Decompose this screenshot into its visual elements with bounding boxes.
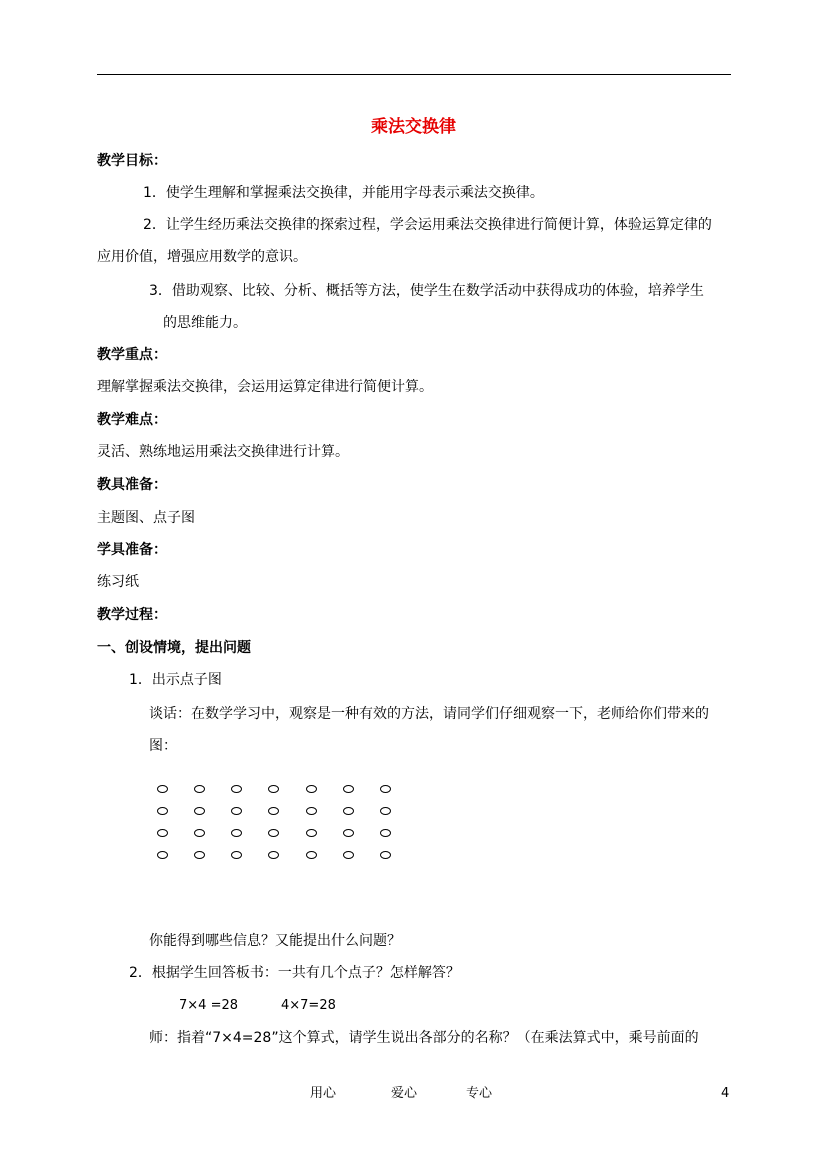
dot xyxy=(231,807,242,815)
step1-text: 1．出示点子图 xyxy=(129,672,222,688)
dot xyxy=(306,785,317,793)
dot xyxy=(380,807,391,815)
dot xyxy=(231,829,242,837)
goal-item-3: 3．借助观察、比较、分析、概括等方法，使学生在数学活动中获得成功的体验，培养学生 xyxy=(149,283,704,299)
dot-grid xyxy=(150,778,410,868)
talk-line-1: 谈话：在数学学习中，观察是一种有效的方法，请同学们仔细观察一下，老师给你们带来的 xyxy=(149,706,709,722)
student-tools-text: 练习纸 xyxy=(97,574,139,590)
dot xyxy=(343,851,354,859)
teacher-line: 师：指着“7×4=28”这个算式，请学生说出各部分的名称？（在乘法算式中，乘号前面的 xyxy=(149,1030,699,1046)
dot xyxy=(268,807,279,815)
dot xyxy=(157,829,168,837)
dot xyxy=(157,851,168,859)
step2-text: 2．根据学生回答板书：一共有几个点子？怎样解答？ xyxy=(129,965,460,981)
dot xyxy=(157,807,168,815)
dot xyxy=(343,785,354,793)
dot xyxy=(231,785,242,793)
dot xyxy=(194,829,205,837)
question-text: 你能得到哪些信息？又能提出什么问题？ xyxy=(149,933,401,949)
dot xyxy=(157,785,168,793)
dot-row xyxy=(150,778,410,800)
dot-row xyxy=(150,844,410,866)
header-rule xyxy=(97,74,731,75)
difficult-text: 灵活、熟练地运用乘法交换律进行计算。 xyxy=(97,444,349,460)
dot xyxy=(306,829,317,837)
key-text: 理解掌握乘法交换律，会运用运算定律进行简便计算。 xyxy=(97,379,433,395)
goal-item-1: 1．使学生理解和掌握乘法交换律，并能用字母表示乘法交换律。 xyxy=(143,185,544,201)
footer-right: 专心 xyxy=(466,1086,493,1101)
section1-heading: 一、创设情境，提出问题 xyxy=(97,640,251,656)
dot xyxy=(306,807,317,815)
dot xyxy=(380,851,391,859)
dot xyxy=(268,785,279,793)
dot-row xyxy=(150,800,410,822)
dot xyxy=(268,829,279,837)
dot xyxy=(380,829,391,837)
footer-middle: 爱心 xyxy=(391,1086,418,1101)
student-tools-heading: 学具准备： xyxy=(97,542,167,558)
goal-item-2-cont: 应用价值，增强应用数学的意识。 xyxy=(97,249,307,265)
dot xyxy=(194,785,205,793)
dot xyxy=(194,807,205,815)
dot xyxy=(194,851,205,859)
process-heading: 教学过程： xyxy=(97,607,167,623)
dot xyxy=(268,851,279,859)
goal-item-2: 2．让学生经历乘法交换律的探索过程，学会运用乘法交换律进行简便计算，体验运算定律的 xyxy=(143,217,712,233)
dot-row xyxy=(150,822,410,844)
equation-1: 7×4 =28 xyxy=(179,998,239,1013)
difficult-heading: 教学难点： xyxy=(97,412,167,428)
dot xyxy=(343,829,354,837)
talk-line-2: 图： xyxy=(149,738,177,754)
key-heading: 教学重点： xyxy=(97,347,167,363)
footer-left: 用心 xyxy=(310,1086,337,1101)
page-title: 乘法交换律 xyxy=(371,117,456,137)
teacher-tools-heading: 教具准备： xyxy=(97,477,167,493)
teacher-tools-text: 主题图、点子图 xyxy=(97,510,195,526)
equation-2: 4×7=28 xyxy=(281,998,336,1013)
dot xyxy=(231,851,242,859)
goals-heading: 教学目标： xyxy=(97,153,167,169)
goal-item-3-cont: 的思维能力。 xyxy=(163,315,247,331)
dot xyxy=(380,785,391,793)
page-number: 4 xyxy=(721,1086,730,1101)
dot xyxy=(343,807,354,815)
dot xyxy=(306,851,317,859)
